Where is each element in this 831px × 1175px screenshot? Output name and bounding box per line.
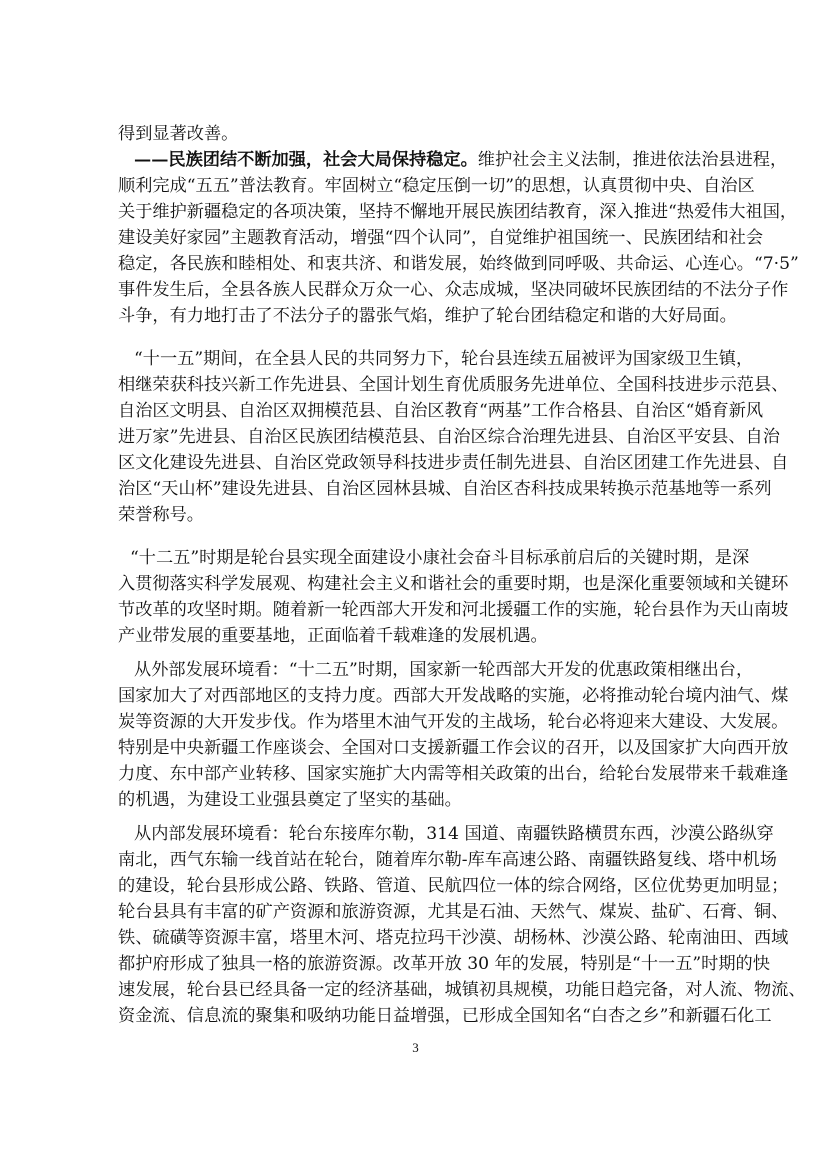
text-line: 相继荣获科技兴新工作先进县、全国计划生育优质服务先进单位、全国科技进步示范县、 [118, 375, 789, 395]
text-line: 资金流、信息流的聚集和吸纳功能日益增强，已形成全国知名“白杏之乡”和新疆石化工 [118, 1006, 772, 1026]
text-line: 荣誉称号。 [118, 505, 204, 525]
text-line: “十一五”期间，在全县人民的共同努力下，轮台县连续五届被评为国家级卫生镇， [134, 349, 754, 369]
text-line: 稳定，各民族和睦相处、和衷共济、和谐发展，始终做到同呼吸、共命运、心连心。“7·5” [118, 254, 799, 274]
text-line: 进万家”先进县、自治区民族团结模范县、自治区综合治理先进县、自治区平安县、自治 [118, 427, 780, 447]
text-line: 铁、硫磺等资源丰富，塔里木河、塔克拉玛干沙漠、胡杨林、沙漠公路、轮南油田、西域 [118, 928, 789, 948]
text-line: 自治区文明县、自治区双拥模范县、自治区教育“两基”工作合格县、自治区“婚育新风 [118, 401, 764, 421]
text-line: 南北，西气东输一线首站在轮台，随着库尔勒-库车高速公路、南疆铁路复线、塔中机场 [118, 850, 777, 870]
text-line: 都护府形成了独具一格的旅游资源。改革开放 30 年的发展，特别是“十一五”时期的快 [118, 954, 770, 974]
text-line: 治区“天山杯”建设先进县、自治区园林县城、自治区杏科技成果转换示范基地等一系列 [118, 479, 772, 499]
text-line: 斗争，有力地打击了不法分子的嚣张气焰，维护了轮台团结稳定和谐的大好局面。 [118, 306, 737, 326]
text-line: 区文化建设先进县、自治区党政领导科技进步责任制先进县、自治区团建工作先进县、自 [118, 453, 789, 473]
text-line [134, 147, 788, 173]
text-span: 维护社会主义法制，推进依法治县进程， [477, 150, 788, 170]
text-line: 力度、东中部产业转移、国家实施扩大内需等相关政策的出台，给轮台发展带来千载难逢 [118, 764, 789, 784]
text-line: “十二五”时期是轮台县实现全面建设小康社会奋斗目标承前启后的关键时期，是深 [130, 548, 750, 568]
text-line: 国家加大了对西部地区的支持力度。西部大开发战略的实施，必将推动轮台境内油气、煤 [118, 686, 789, 706]
text-line: 事件发生后，全县各族人民群众万众一心、众志成城，坚决同破坏民族团结的不法分子作 [118, 280, 789, 300]
text-line: 速发展，轮台县已经具备一定的经济基础，城镇初具规模，功能日趋完备，对人流、物流、 [118, 980, 806, 1000]
text-line: 产业带发展的重要基地，正面临着千载难逢的发展机遇。 [118, 626, 548, 646]
text-line: 特别是中央新疆工作座谈会、全国对口支援新疆工作会议的召开，以及国家扩大向西开放 [118, 738, 789, 758]
text-line: 轮台县具有丰富的矿产资源和旅游资源，尤其是石油、天然气、煤炭、盐矿、石膏、铜、 [118, 902, 789, 922]
section-lead: ——民族团结不断加强，社会大局保持稳定。 [134, 150, 478, 170]
text-line: 从内部发展环境看：轮台东接库尔勒，314 国道、南疆铁路横贯东西，沙漠公路纵穿 [134, 824, 774, 844]
text-line: 节改革的攻坚时期。随着新一轮西部大开发和河北援疆工作的实施，轮台县作为天山南坡 [118, 600, 789, 620]
text-line: 入贯彻落实科学发展观、构建社会主义和谐社会的重要时期，也是深化重要领域和关键环 [118, 574, 789, 594]
page-number: 3 [412, 1040, 419, 1055]
text-line: 建设美好家园”主题教育活动，增强“四个认同”，自觉维护祖国统一、民族团结和社会 [118, 228, 764, 248]
text-line: 的机遇，为建设工业强县奠定了坚实的基础。 [118, 790, 462, 810]
text-line: 的建设，轮台县形成公路、铁路、管道、民航四位一体的综合网络，区位优势更加明显； [118, 876, 789, 896]
text-line: 从外部发展环境看：“十二五”时期，国家新一轮西部大开发的优惠政策相继出台， [134, 660, 754, 680]
text-line: 关于维护新疆稳定的各项决策，坚持不懈地开展民族团结教育，深入推进“热爱伟大祖国， [118, 202, 798, 222]
text-line: 得到显著改善。 [118, 124, 239, 144]
text-line: 顺利完成“五五”普法教育。牢固树立“稳定压倒一切”的思想，认真贯彻中央、自治区 [118, 176, 755, 196]
text-line: 炭等资源的大开发步伐。作为塔里木油气开发的主战场，轮台必将迎来大建设、大发展。 [118, 712, 789, 732]
